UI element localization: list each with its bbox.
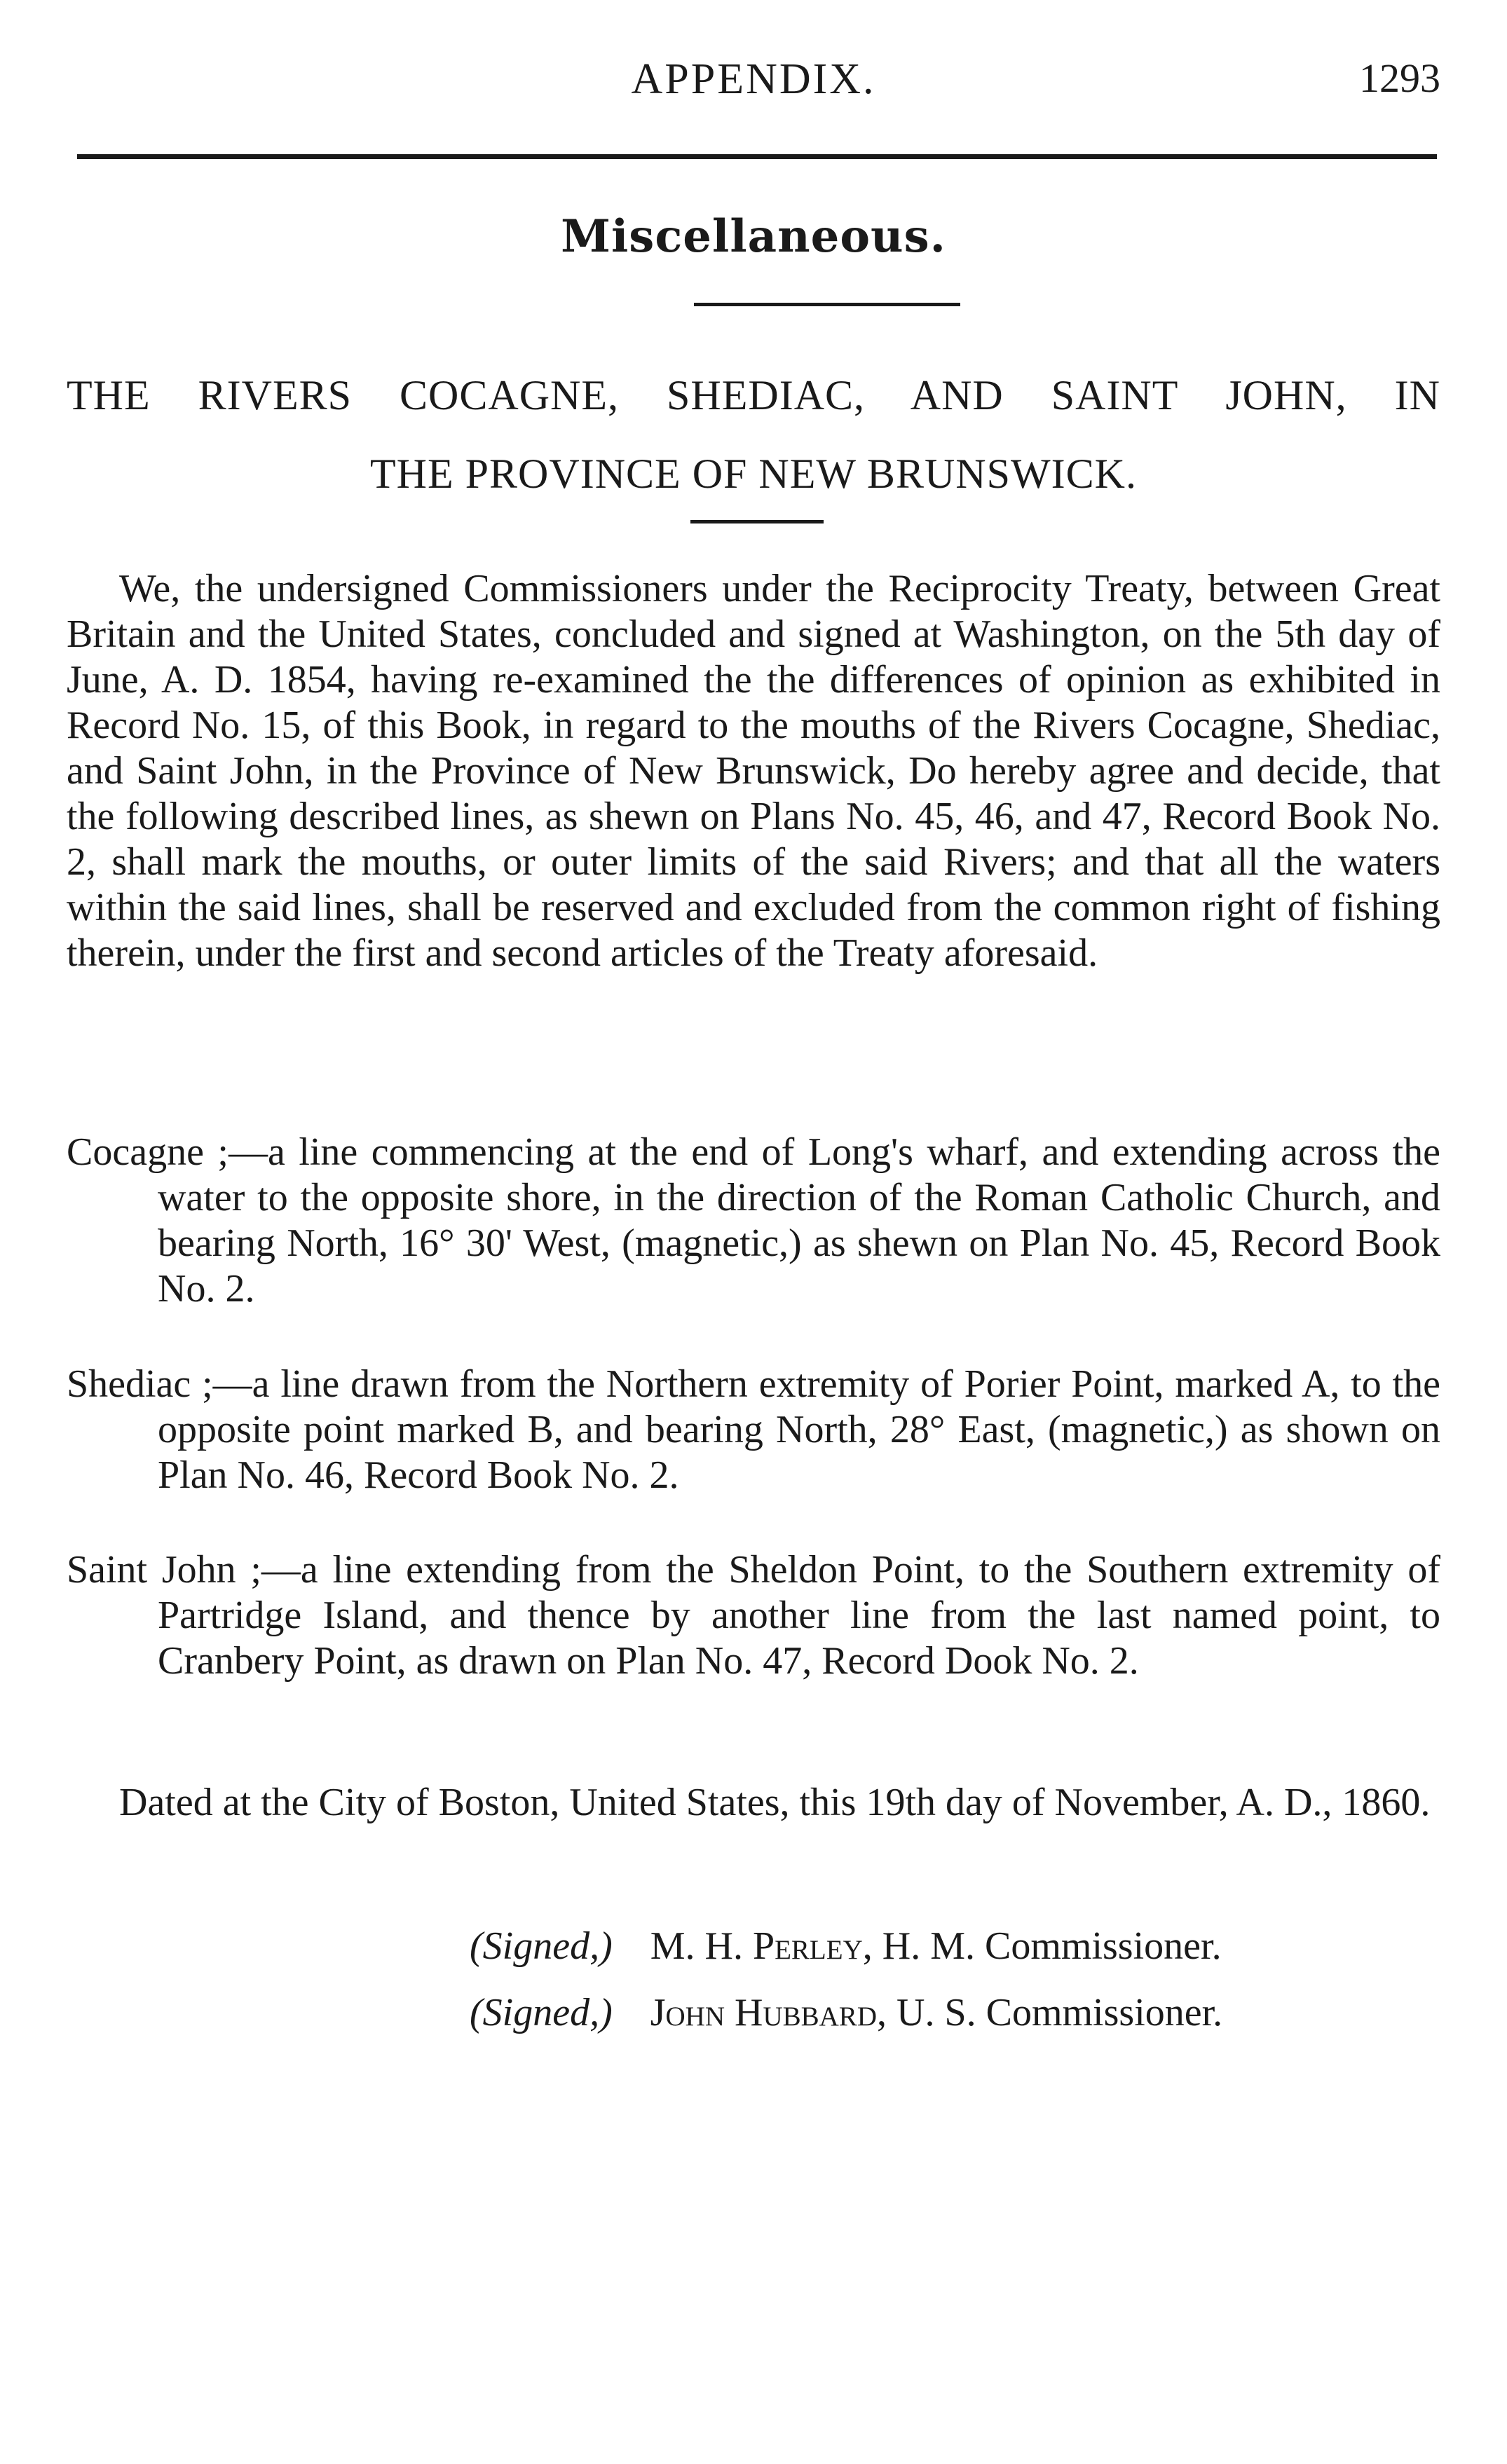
signatory-initials: M. H. [650,1924,743,1968]
clause-cocagne [67,1130,1440,1312]
header-rule [77,154,1437,159]
title-rule [690,520,824,523]
clause-text: ;—a line commencing at the end of Long's wharf, and extending across the water to the opposite shore, in the direction of the Roman Catholic Church, and bearing North, 16° 30' West, (magnetic,) as shewn on Plan No. 45, Record Book No. 2. [158,1130,1440,1310]
section-rule [694,303,960,306]
clause-saint-john [67,1547,1440,1684]
signature-perley [470,1924,1222,1969]
running-title: APPENDIX. [631,55,876,103]
clause-name: Saint John [67,1548,236,1592]
page-number: 1293 [1359,55,1440,101]
clause-shediac [67,1362,1440,1498]
article-title-line-1: THE RIVERS COCAGNE, SHEDIAC, AND SAINT JOHN, IN [67,372,1440,418]
preamble-paragraph: We, the undersigned Commissioners under the Reciprocity Treaty, between Great Britain and the United States, concluded and signed at Washington, on the 5th day of June, A. D. 1854, having re-examined the the differences of opinion as exhibited in Record No. 15, of this Book, in regard to the mouths of the Rivers Cocagne, Shediac, and Saint John, in the Province of New Brunswick, Do hereby agree and decide, that the following described lines, as shewn on Plans No. 45, 46, and 47, Record Book No. 2, shall mark the mouths, or outer limits of the said Rivers; and that all the waters within the said lines, shall be reserved and excluded from the common right of fishing therein, under the first and second articles of the Treaty aforesaid. [67,567,1440,975]
clause-name: Cocagne [67,1130,204,1174]
clause-name: Shediac [67,1362,191,1406]
signatory-title: U. S. Commissioner. [896,1991,1223,2034]
section-title: Miscellaneous. [561,210,946,263]
article-title [67,356,1440,513]
signatory-title: H. M. Commissioner. [882,1924,1222,1968]
dated-paragraph: Dated at the City of Boston, United States, this 19th day of November, A. D., 1860. [119,1781,1431,1824]
signed-label: (Signed,) [470,1924,613,1968]
signatory-surname: Hubbard, [735,1991,887,2034]
signed-label: (Signed,) [470,1991,613,2034]
clause-text: ;—a line extending from the Sheldon Point, to the Southern extremity of Partridge Island, and thence by another line from the last named point, to Cranbery Point, as drawn on Plan No. 47, Record Dook No. 2. [158,1548,1440,1683]
running-head [0,55,1507,111]
signature-hubbard [470,1990,1222,2036]
clause-text: ;—a line drawn from the Northern extremity of Porier Point, marked A, to the opposite point marked B, and bearing North, 28° East, (magnetic,) as shown on Plan No. 46, Record Book No. 2. [158,1362,1440,1497]
signatory-initials: John [650,1991,725,2034]
article-title-line-2: THE PROVINCE OF NEW BRUNSWICK. [370,451,1137,497]
signatory-surname: Perley, [752,1924,873,1968]
